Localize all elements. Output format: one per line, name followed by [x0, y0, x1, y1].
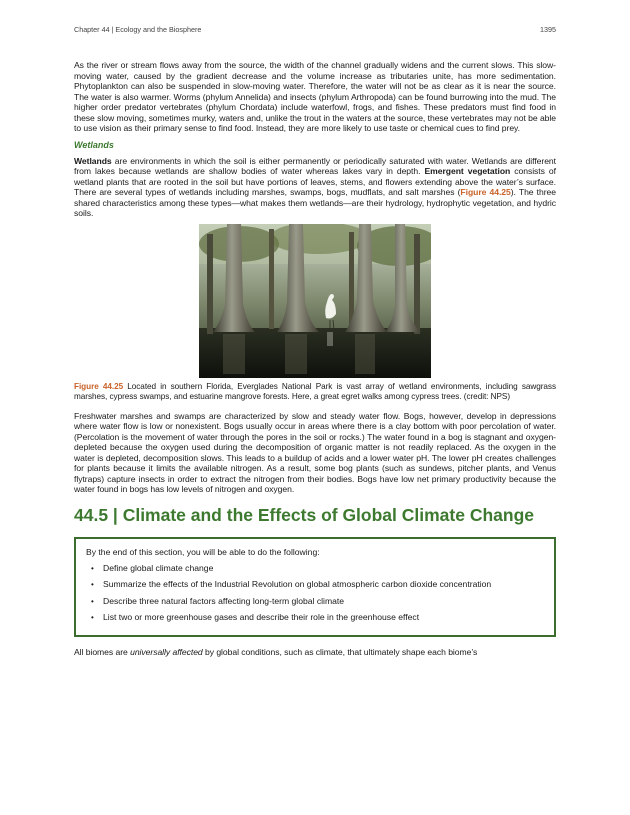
closing-paragraph: [74, 647, 556, 658]
page-content: [74, 60, 556, 657]
closing-emphasis: universally affected: [130, 646, 203, 657]
everglades-cypress-photo: [199, 224, 431, 378]
objective-item: • Describe three natural factors affecting long-term global climate: [103, 596, 544, 607]
chapter-title: Chapter 44 | Ecology and the Biosphere: [74, 25, 202, 34]
wetlands-text-1: are environments in which the soil is either permanently or periodically saturated with water. Wetlands are different from lakes because wetlands are shallow bodies of water whereas lakes vary in depth.: [74, 155, 556, 176]
objectives-intro: By the end of this section, you will be able to do the following:: [86, 546, 320, 557]
section-title: Climate and the Effects of Global Climate Change: [122, 504, 535, 525]
objectives-list: [86, 563, 544, 624]
objective-item: • List two or more greenhouse gases and describe their role in the greenhouse effect: [103, 612, 544, 623]
wetlands-heading: Wetlands: [74, 139, 114, 150]
closing-text-1: All biomes are: [74, 646, 131, 657]
learning-objectives-box: [74, 537, 556, 637]
closing-text-2: by global conditions, such as climate, that ultimately shape each biome’s: [202, 646, 478, 657]
wetlands-text-2: consists of wetland plants that are rooted in the soil but have portions of leaves, stems, and flowers extending above the water’s surface. There are several types of wetlands including marshes, swamps, bogs, mudflats, and salt marshes (: [74, 166, 556, 197]
wetlands-paragraph: [74, 156, 556, 219]
section-number: 44.5: [74, 504, 109, 525]
objective-item: • Define global climate change: [103, 563, 544, 574]
running-header: [74, 25, 556, 34]
intro-paragraph: As the river or stream flows away from the source, the width of the channel gradually widens and the current slows. This slow-moving water, caused by the gradient decrease and the volume increase as tributaries unite, has more sedimentation. Phytoplankton can also be suspended in slow-moving water. Therefore, the water will not be as clear as it is near the source. The water is also warmer. Worms (phylum Annelida) and insects (phylum Arthropoda) can be found burrowing into the mud. The higher order predator vertebrates (phylum Chordata) include waterfowl, frogs, and fishes. These predators must find food in these slow moving, sometimes murky, waters and, unlike the trout in the waters at the source, these vertebrates may not be able to use vision as their primary sense to find food. Instead, they are more likely to use taste or chemical cues to find prey.: [74, 60, 556, 133]
page-number: 1395: [540, 25, 556, 34]
figure-reference-link[interactable]: Figure 44.25: [460, 187, 511, 197]
section-separator: |: [108, 504, 123, 525]
objective-item: • Summarize the effects of the Industrial Revolution on global atmospheric carbon dioxide concentration: [103, 579, 544, 590]
section-heading: [74, 501, 556, 529]
figure-label: Figure 44.25: [74, 381, 124, 391]
term-wetlands: Wetlands: [74, 155, 112, 166]
figure-caption-text: Located in southern Florida, Everglades National Park is vast array of wetland environments, including sawgrass marshes, cypress swamps, and estuarine mangrove forests. Here, a great egret walks among cypress trees. (credit: NPS): [74, 381, 556, 401]
freshwater-paragraph: Freshwater marshes and swamps are characterized by slow and steady water flow. Bogs, however, develop in depressions where water flow is low or nonexistent. Bogs usually occur in areas where there is a clay bottom with poor percolation of water. (Percolation is the movement of water through the pores in the soil or rocks.) The water found in a bog is stagnant and oxygen-depleted because the oxygen used during the decomposition of organic matter is not readily replaced. As the oxygen in the water is depleted, decomposition slows. This leads to a buildup of acids and a lower water pH. The lower pH creates challenges for plants because it limits the available nitrogen. As a result, some bog plants (such as sundews, pitcher plants, and Venus flytraps) capture insects in order to extract the nitrogen from their bodies. Bogs have low net primary productivity because the water found in bogs has low levels of nitrogen and oxygen.: [74, 410, 556, 494]
figure-caption: [74, 382, 556, 402]
term-emergent-vegetation: Emergent vegetation: [424, 166, 511, 176]
wetlands-text-3: ). The three shared characteristics among these types—what makes them wetlands—are their hydrology, hydrophytic vegetation, and hydric soils.: [74, 187, 556, 218]
